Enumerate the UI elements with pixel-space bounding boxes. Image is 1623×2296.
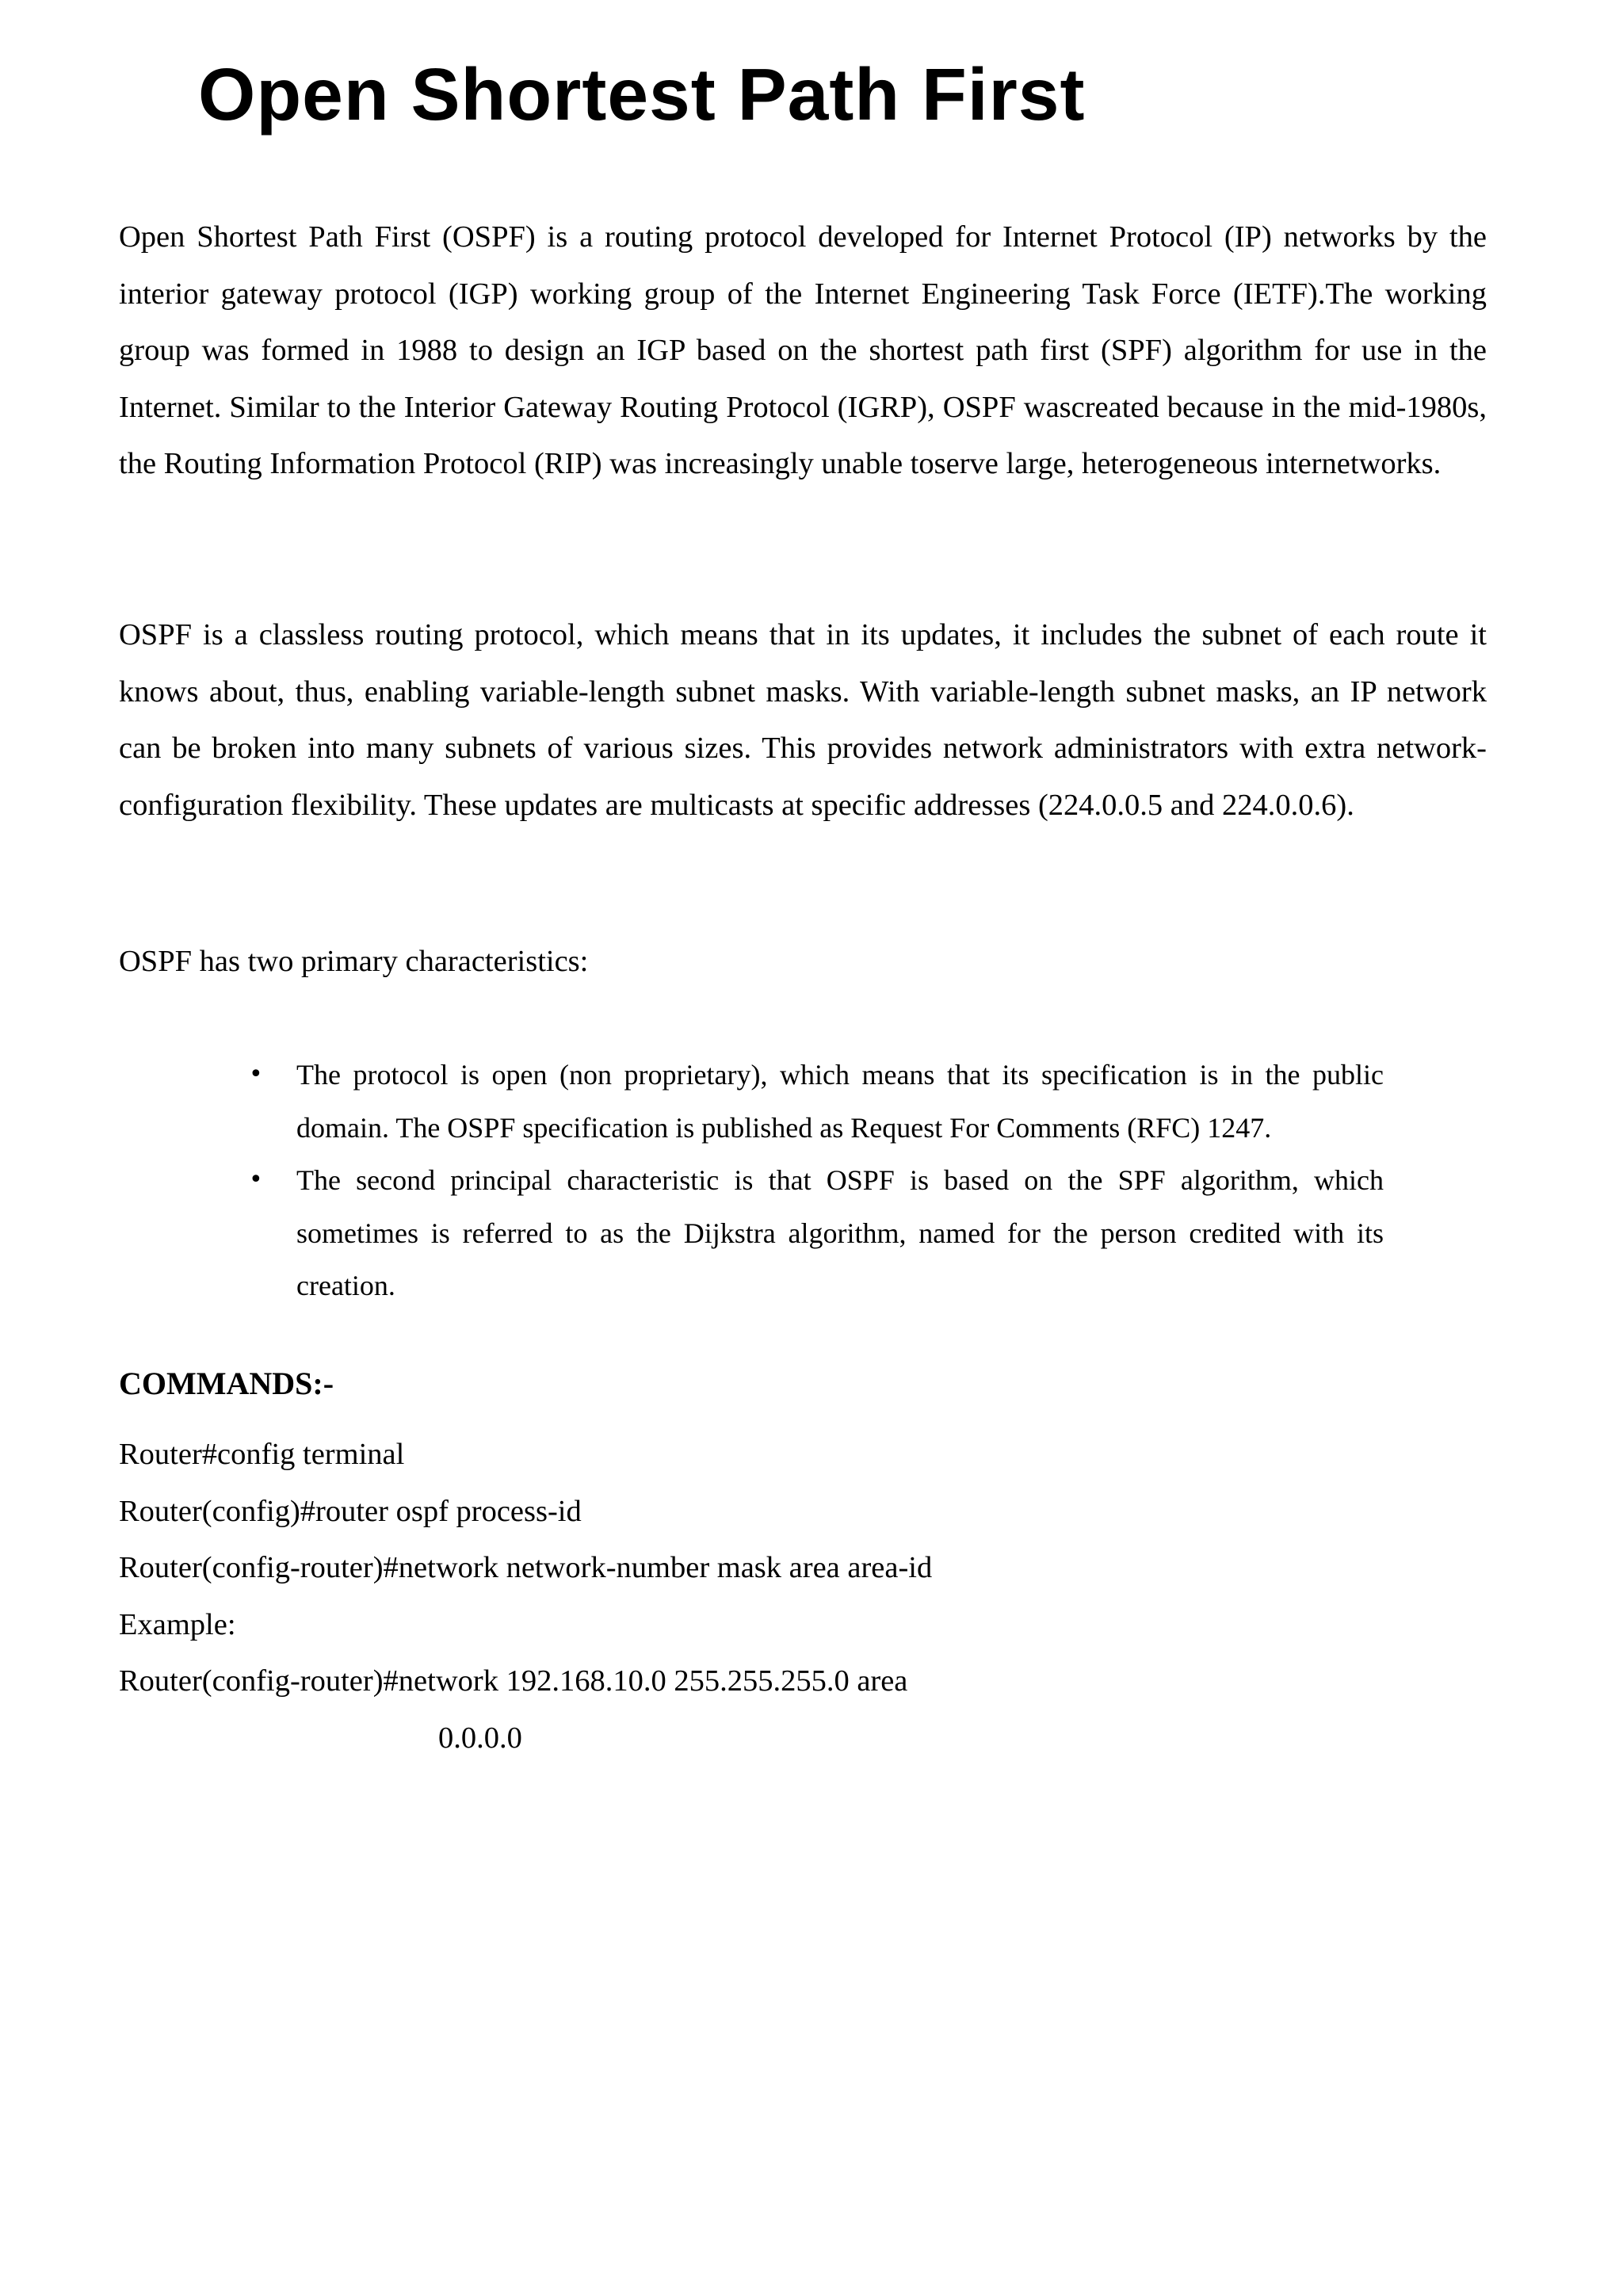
- list-item: [249, 1049, 1384, 1154]
- commands-heading: COMMANDS:-: [119, 1366, 334, 1401]
- list-item: [249, 1154, 1384, 1312]
- characteristics-list: [249, 1049, 1384, 1312]
- characteristics-intro: OSPF has two primary characteristics:: [119, 945, 589, 978]
- command-line: Router(config-router)#network 192.168.10.0 255.255.255.0 area: [119, 1664, 908, 1698]
- command-line: Router#config terminal: [119, 1438, 405, 1471]
- bullet-icon: •: [249, 1060, 263, 1088]
- command-line-continuation: 0.0.0.0: [438, 1721, 522, 1755]
- example-label: Example:: [119, 1607, 236, 1641]
- commands-block: [119, 1427, 1466, 1767]
- command-line: Router(config)#router ospf process-id: [119, 1494, 582, 1528]
- command-line: Router(config-router)#network network-number mask area area-id: [119, 1551, 933, 1584]
- bullet-icon: •: [249, 1166, 263, 1194]
- list-item-text: The second principal characteristic is that OSPF is based on the SPF algorithm, which sometimes is referred to as the Dijkstra algorithm, named for the person credited with its creation.: [296, 1164, 1384, 1301]
- list-item-text: The protocol is open (non proprietary), which means that its specification is in the public domain. The OSPF specification is published as Request For Comments (RFC) 1247.: [296, 1059, 1384, 1144]
- page-title: Open Shortest Path First: [198, 53, 1086, 136]
- intro-paragraph: Open Shortest Path First (OSPF) is a routing protocol developed for Internet Protocol (IP) networks by the interior gateway protocol (IGP) working group of the Internet Engineering Task Force (IETF).The working group was formed in 1988 to design an IGP based on the shortest path first (SPF) algorithm for use in the Internet. Similar to the Interior Gateway Routing Protocol (IGRP), OSPF wascreated because in the mid-1980s, the Routing Information Protocol (RIP) was increasingly unable toserve large, heterogeneous internetworks.: [119, 220, 1487, 480]
- classless-paragraph: OSPF is a classless routing protocol, which means that in its updates, it includes the subnet of each route it knows about, thus, enabling variable-length subnet masks. With variable-length subnet masks, an IP network can be broken into many subnets of various sizes. This provides network administrators with extra network-configuration flexibility. These updates are multicasts at specific addresses (224.0.0.5 and 224.0.0.6).: [119, 618, 1487, 822]
